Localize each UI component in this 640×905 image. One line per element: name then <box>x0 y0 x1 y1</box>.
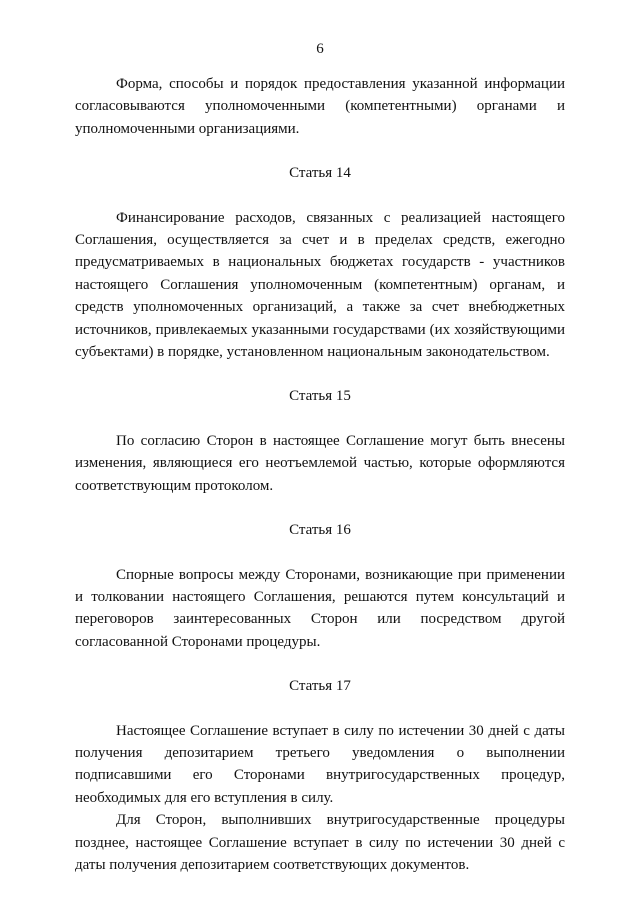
article-heading-14: Статья 14 <box>289 165 351 182</box>
document-body <box>75 73 565 876</box>
paragraph-info-form: Форма, способы и порядок предоставления указанной информации согласовываются уполномоченными (компетентными) органами и уполномоченными организациями. <box>75 76 565 137</box>
article-heading-16: Статья 16 <box>289 522 351 539</box>
article-14-paragraph-1: Финансирование расходов, связанных с реализацией настоящего Соглашения, осуществляется за счет и в пределах средств, ежегодно предусматриваемых в национальных бюджетах государств - участников настоящего Соглашения уполномоченным (компетентным) органам, и средств уполномоченных организаций, а также за счет внебюджетных источников, привлекаемых указанными государствами (их хозяйствующими субъектами) в порядке, установленном национальным законодательством. <box>75 209 565 361</box>
article-heading-17: Статья 17 <box>289 678 351 695</box>
article-17-paragraph-1: Настоящее Соглашение вступает в силу по истечении 30 дней с даты получения депозитарием третьего уведомления о выполнении подписавшими его Сторонами внутригосударственных процедур, необходимых для его вступления в силу. <box>75 722 565 806</box>
page-number: 6 <box>316 41 324 57</box>
article-heading-15: Статья 15 <box>289 388 351 405</box>
article-16-paragraph-1: Спорные вопросы между Сторонами, возникающие при применении и толковании настоящего Соглашения, решаются путем консультаций и переговоров заинтересованных Сторон или посредством другой согласованной Сторонами процедуры. <box>75 566 565 650</box>
article-17-paragraph-2: Для Сторон, выполнивших внутригосударственные процедуры позднее, настоящее Соглашение вступает в силу по истечении 30 дней с даты получения депозитарием соответствующих документов. <box>75 812 565 873</box>
article-15-paragraph-1: По согласию Сторон в настоящее Соглашение могут быть внесены изменения, являющиеся его неотъемлемой частью, которые оформляются соответствующим протоколом. <box>75 432 565 494</box>
